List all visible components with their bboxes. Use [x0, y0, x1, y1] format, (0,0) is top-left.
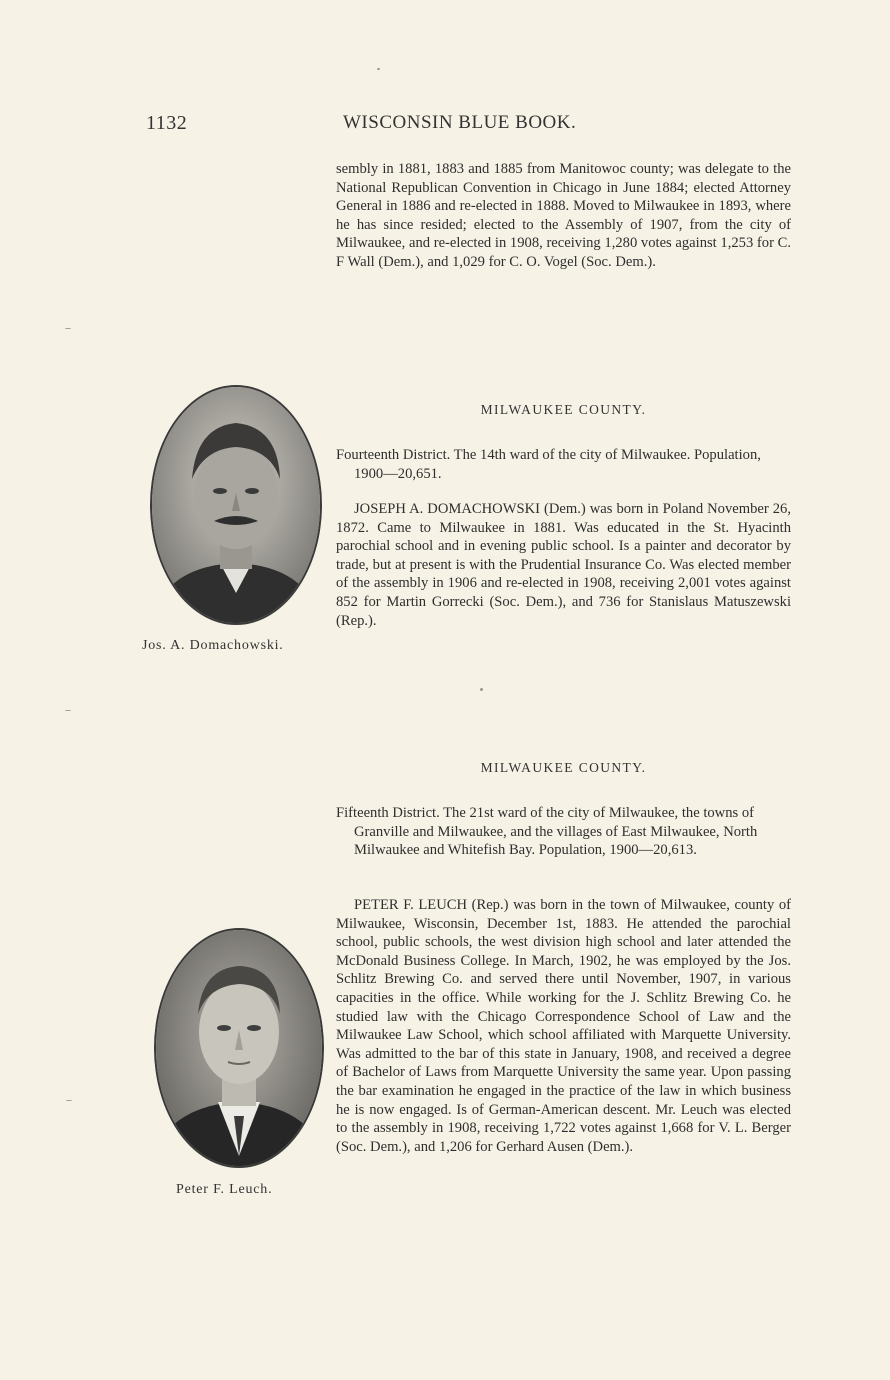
top-paragraph: sembly in 1881, 1883 and 1885 from Manitowoc county; was delegate to the National Republican Convention in Chicago in June 1884; elected Attorney General in 1886 and re-elected in 1888. Moved to Milwaukee in 1893, where he has since resided; elected to the Assembly of 1907, from the city of Milwaukee, and re-elected in 1908, receiving 1,280 votes against 1,253 for C. F Wall (Dem.), and 1,029 for C. O. Vogel (Soc. Dem.).: [336, 161, 791, 270]
portrait-leuch-image: [156, 930, 322, 1166]
paper-speck: [65, 328, 71, 329]
paper-speck: [66, 1100, 72, 1101]
top-paragraph-block: [336, 160, 791, 272]
district-description-1: Fourteenth District. The 14th ward of the city of Milwaukee. Population, 1900—20,651.: [336, 447, 761, 482]
portrait-domachowski-image: [152, 387, 320, 623]
county-heading-1: MILWAUKEE COUNTY.: [480, 402, 647, 417]
paper-speck: [377, 68, 380, 70]
bio-domachowski: JOSEPH A. DOMACHOWSKI (Dem.) was born in Poland November 26, 1872. Came to Milwaukee in 1881. Was educated in the St. Hyacinth parochial school and in evening public school. Is a painter and decorator by trade, but at present is with the Prudential Insurance Co. Was elected member of the assembly in 1906 and re-elected in 1908, receiving 2,001 votes against 852 for Martin Gorrecki (Soc. Dem.), and 736 for Stanislaus Matuszewski (Rep.).: [336, 501, 791, 629]
portrait-leuch: [154, 928, 324, 1168]
caption-domachowski: Jos. A. Domachowski.: [142, 638, 284, 653]
caption-leuch: Peter F. Leuch.: [176, 1182, 273, 1197]
portrait-domachowski: [150, 385, 322, 625]
paper-speck: [65, 710, 71, 711]
paper-speck: [480, 688, 483, 691]
page-number: 1132: [146, 112, 188, 134]
bio-block-1: [336, 500, 791, 630]
bio-leuch: PETER F. LEUCH (Rep.) was born in the town of Milwaukee, county of Milwaukee, Wisconsin, December 1st, 1883. He attended the parochial school, public schools, the west division high school and later attended the McDonald Business College. In March, 1902, he was employed by the Jos. Schlitz Brewing Co. and served there until November, 1907, in various capacities in the office. While working for the J. Schlitz Brewing Co. he studied law with the Chicago Correspondence School of Law and the Milwaukee Law School, which school affiliated with Marquette University. Was admitted to the bar of this state in January, 1908, and received a degree of Bachelor of Laws from Marquette University the same year. Upon passing the bar examination he engaged in the practice of the law in which business he is now engaged. Is of German-American descent. Mr. Leuch was elected to the assembly in 1908, receiving 1,722 votes against 1,668 for V. L. Berger (Soc. Dem.), and 1,206 for Gerhard Ausen (Dem.).: [336, 897, 791, 1155]
district-block-1: [336, 446, 791, 483]
district-description-2: Fifteenth District. The 21st ward of the city of Milwaukee, the towns of Granville and Milwaukee, and the villages of East Milwaukee, North Milwaukee and Whitefish Bay. Population, 1900—20,613.: [336, 805, 758, 859]
running-header-title: WISCONSIN BLUE BOOK.: [343, 112, 577, 133]
district-block-2: [336, 804, 791, 860]
county-heading-2: MILWAUKEE COUNTY.: [480, 760, 647, 775]
bio-block-2: [336, 896, 791, 1156]
